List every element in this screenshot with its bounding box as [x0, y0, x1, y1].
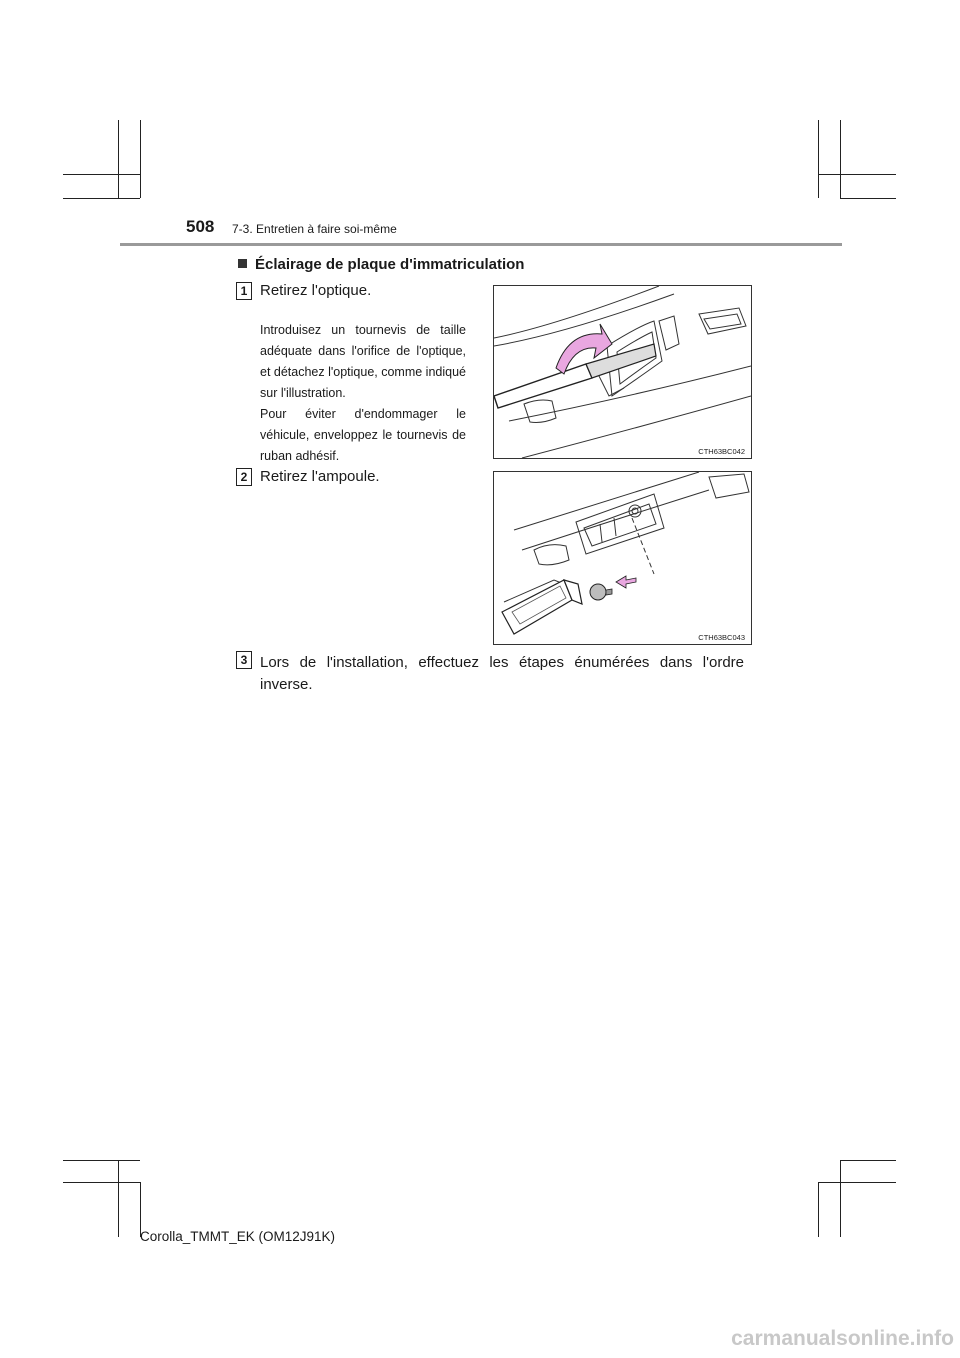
figure-remove-bulb — [493, 471, 752, 645]
step-1-title: Retirez l'optique. — [260, 282, 372, 299]
square-bullet-icon — [238, 259, 247, 268]
page-number: 508 — [186, 217, 215, 236]
step-3-badge: 3 — [236, 651, 252, 669]
section-heading-text: Éclairage de plaque d'immatriculation — [255, 256, 525, 273]
bulb-removal-illustration — [494, 472, 751, 644]
step-2-badge: 2 — [236, 468, 252, 486]
lens-removal-illustration — [494, 286, 751, 458]
header-rule — [120, 243, 842, 246]
section-title: 7-3. Entretien à faire soi-même — [232, 222, 397, 236]
watermark: carmanualsonline.info — [731, 1327, 954, 1350]
step-2-title: Retirez l'ampoule. — [260, 468, 380, 485]
figure-remove-lens — [493, 285, 752, 459]
step-1-note-2: Pour éviter d'endommager le véhicule, enveloppez le tournevis de ruban adhésif. — [260, 407, 466, 463]
figure-1-code: CTH63BC042 — [698, 447, 745, 456]
step-1-badge: 1 — [236, 282, 252, 300]
step-3-text: Lors de l'installation, effectuez les étapes énumérées dans l'ordre inverse. — [260, 654, 744, 693]
section-heading — [238, 256, 524, 273]
step-1-note-1: Introduisez un tournevis de taille adéquate dans l'orifice de l'optique, et détachez l'optique, comme indiqué sur l'illustration. — [260, 323, 466, 400]
footer-model: Corolla_TMMT_EK (OM12J91K) — [140, 1229, 336, 1244]
figure-2-code: CTH63BC043 — [698, 633, 745, 642]
